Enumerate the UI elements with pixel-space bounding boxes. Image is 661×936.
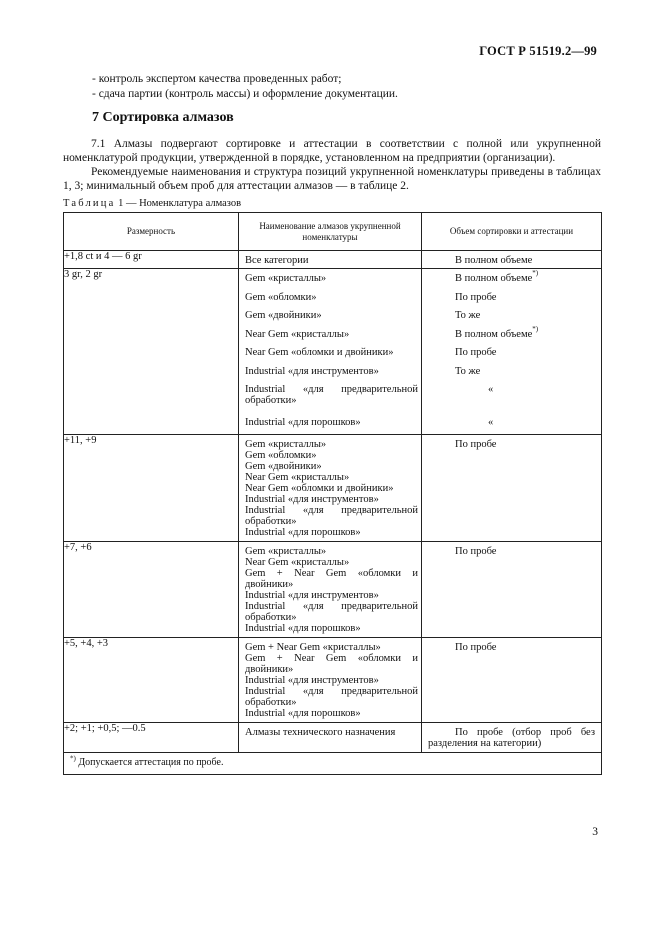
footnote-text: Допускается аттестация по пробе.	[78, 756, 224, 768]
name-item: Industrial «для предварительной обработки»	[245, 600, 418, 623]
table-row	[64, 434, 602, 541]
cell-name-list	[239, 434, 422, 541]
paragraph-text: 7.1 Алмазы подвергают сортировке и аттестации в соответствии с полной или укрупненной номенклатурой продукции, утвержденной в порядке, установленном на предприятии (организации).	[63, 138, 601, 164]
table-footnote-row	[64, 752, 602, 774]
table-row	[64, 722, 602, 752]
volume-item: То же	[455, 310, 481, 321]
name-item: Near Gem «обломки и двойники»	[245, 482, 394, 494]
cell-volume	[422, 541, 602, 637]
cell-name	[239, 722, 422, 752]
volume-text: В полном объеме	[455, 328, 533, 340]
table-footnote	[64, 752, 602, 774]
cell-volume-list	[422, 269, 602, 435]
bullet-list	[92, 72, 612, 102]
header-size: Размерность	[64, 213, 239, 251]
name-item: Gem «двойники»	[245, 460, 322, 472]
name-item: Industrial «для порошков»	[245, 526, 361, 538]
cell-name-list	[239, 541, 422, 637]
name-item: Gem + Near Gem «кристаллы»	[245, 641, 381, 653]
name-item: Industrial «для предварительной обработки»	[245, 685, 418, 708]
paragraph-recommendation	[63, 166, 601, 193]
cell-volume	[422, 251, 602, 269]
table-header-row	[64, 213, 602, 251]
name-item: Gem + Near Gem «обломки и двойники»	[245, 652, 418, 675]
cell-name	[239, 251, 422, 269]
paragraph-7-1	[63, 138, 601, 165]
name-item: Gem + Near Gem «обломки и двойники»	[245, 567, 418, 590]
name-item: Industrial «для порошков»	[245, 417, 361, 428]
volume-value: По пробе	[455, 545, 497, 557]
table-row	[64, 541, 602, 637]
volume-value: По пробе	[455, 641, 497, 653]
name-item: Industrial «для инструментов»	[245, 365, 379, 377]
bullet-item: - контроль экспертом качества проведенных работ;	[92, 73, 342, 85]
table-caption-text: 1 — Номенклатура алмазов	[118, 198, 242, 209]
cell-size	[64, 434, 239, 541]
cell-name-list	[239, 269, 422, 435]
cell-size	[64, 722, 239, 752]
header-volume: Объем сортировки и аттестации	[422, 213, 602, 251]
volume-item: По пробе	[455, 347, 497, 358]
cell-size	[64, 251, 239, 269]
volume-item: «	[488, 384, 494, 395]
name-item: Gem «кристаллы»	[245, 273, 327, 284]
table-caption-label: Таблица	[63, 198, 116, 209]
cell-size	[64, 637, 239, 722]
standard-id: ГОСТ Р 51519.2—99	[479, 44, 597, 58]
name-item: Industrial «для инструментов»	[245, 674, 379, 686]
page-number: 3	[592, 826, 598, 838]
name-value: Алмазы технического назначения	[245, 726, 396, 738]
header-name: Наименование алмазов укрупненной номенклатуры	[239, 213, 422, 251]
volume-item: То же	[455, 365, 481, 377]
volume-text: В полном объеме	[455, 273, 533, 284]
footnote-mark: *)	[70, 754, 76, 763]
name-item: Gem «обломки»	[245, 291, 317, 303]
size-value: +1,8 ct и 4 — 6 gr	[64, 251, 142, 262]
size-value: +2; +1; +0,5; —0.5	[64, 722, 146, 734]
name-item: Gem «кристаллы»	[245, 545, 327, 557]
cell-name-list	[239, 637, 422, 722]
size-value: 3 gr, 2 gr	[64, 269, 103, 280]
name-item: Near Gem «кристаллы»	[245, 471, 350, 483]
cell-volume	[422, 637, 602, 722]
table-caption	[63, 198, 241, 209]
name-item: Near Gem «кристаллы»	[245, 328, 350, 340]
table-row	[64, 269, 602, 435]
name-item: Near Gem «обломки и двойники»	[245, 347, 394, 358]
name-item: Industrial «для инструментов»	[245, 589, 379, 601]
name-item: Gem «двойники»	[245, 310, 322, 321]
paragraph-text: Рекомендуемые наименования и структура позиций укрупненной номенклатуры приведены в таблицах 1, 3; минимальный объем проб для аттестации алмазов — в таблице 2.	[63, 166, 601, 192]
table-row	[64, 637, 602, 722]
size-value: +11, +9	[64, 434, 97, 446]
volume-item: По пробе	[455, 291, 497, 303]
volume-value: По пробе	[455, 438, 497, 450]
cell-size	[64, 541, 239, 637]
name-item: Industrial «для предварительной обработки»	[245, 504, 418, 527]
table-row	[64, 251, 602, 269]
name-item: Industrial «для порошков»	[245, 622, 361, 634]
cell-size	[64, 269, 239, 435]
volume-item: «	[488, 417, 494, 428]
name-value: Все категории	[245, 255, 309, 266]
name-item: Gem «кристаллы»	[245, 438, 327, 450]
volume-item: В полном объеме *)	[455, 269, 539, 284]
cell-volume	[422, 434, 602, 541]
volume-value: По пробе (отбор проб без разделения на категории)	[428, 726, 595, 749]
name-item: Industrial «для инструментов»	[245, 493, 379, 505]
section-title: 7 Сортировка алмазов	[92, 110, 234, 125]
size-value: +7, +6	[64, 541, 92, 553]
volume-value: В полном объеме	[455, 255, 533, 266]
name-item: Industrial «для порошков»	[245, 707, 361, 719]
volume-item: В полном объеме *)	[455, 324, 539, 340]
size-value: +5, +4, +3	[64, 637, 109, 649]
cell-volume	[422, 722, 602, 752]
name-item: Gem «обломки»	[245, 449, 317, 461]
nomenclature-table	[63, 212, 602, 775]
name-item: Near Gem «кристаллы»	[245, 556, 350, 568]
bullet-item: - сдача партии (контроль массы) и оформление документации.	[92, 88, 398, 100]
name-item: Industrial «для предварительной обработки»	[245, 384, 418, 406]
